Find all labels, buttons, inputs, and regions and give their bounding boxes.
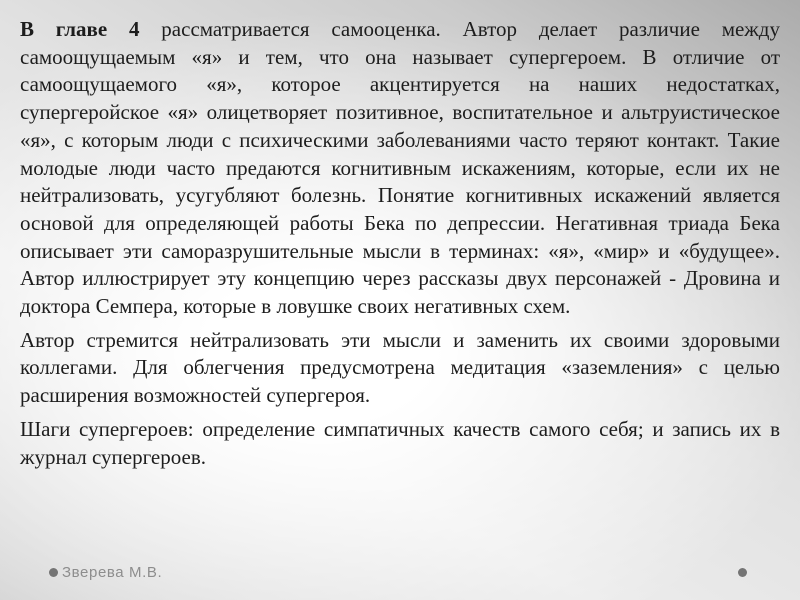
paragraph-superhero-steps [20,416,780,471]
paragraph-author-goal [20,327,780,410]
paragraph-bold-lead: В главе 4 [20,17,140,41]
paragraph-chapter4-summary [20,16,780,321]
paragraph-text: Автор стремится нейтрализовать эти мысли и заменить их своими здоровыми коллегами. Для облегчения предусмотрена медитация «заземления» с целью расширения возможностей супергероя. [20,327,780,408]
paragraph-text: Шаги супергероев: определение симпатичных качеств самого себя; и запись их в журнал супергероев. [20,416,780,469]
footer-right-bullet-icon [738,568,747,577]
paragraph-text: рассматривается самооценка. Автор делает различие между самоощущаемым «я» и тем, что она называет супергероем. В отличие от самоощущаемого «я», которое акцентируется на наших недостатках, супергеройское «я» олицетворяет позитивное, воспитательное и альтруистическое «я», с которым люди с психическими заболеваниями часто теряют контакт. Такие молодые люди часто предаются когнитивным искажениям, которые, если их не нейтрализовать, усугубляют болезнь. Понятие когнитивных искажений является основой для определяющей работы Бека по депрессии. Негативная триада Бека описывает эти саморазрушительные мысли в терминах: «я», «мир» и «будущее». Автор иллюстрирует эту концепцию через рассказы двух персонажей - Дровина и доктора Семпера, которые в ловушке своих негативных схем. [20,17,780,319]
footer-left-bullet-icon [49,568,58,577]
slide-body-text [20,16,780,477]
footer-author-name: Зверева М.В. [62,564,163,581]
